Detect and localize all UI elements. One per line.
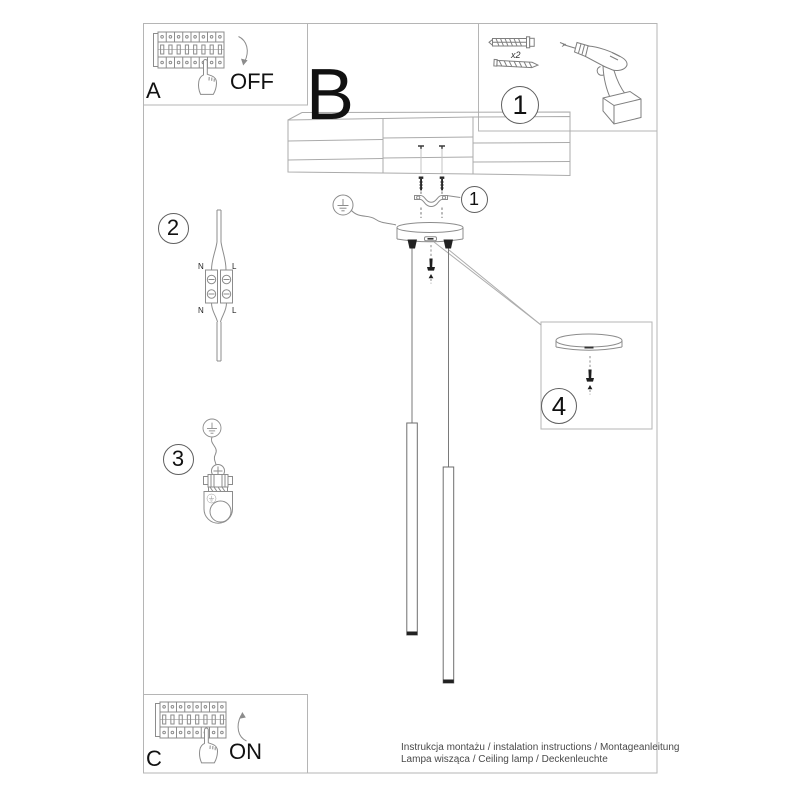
- step-4-badge: 4: [541, 388, 577, 424]
- pendant-tube-left: [407, 423, 418, 635]
- cord-grip-left: [408, 240, 418, 249]
- panel-c-label: C: [146, 746, 162, 771]
- callout-1-badge: 1: [461, 186, 488, 213]
- canopy-illustration: [397, 223, 541, 326]
- footer-title-line: Instrukcja montażu / instalation instructions / Montageanleitung: [401, 742, 680, 753]
- drill-icon: [560, 43, 641, 125]
- arrow-up-icon: [238, 712, 246, 741]
- pendant-lamp-illustration: [407, 249, 454, 684]
- earth-terminal-illustration: [203, 419, 233, 523]
- mounting-bracket: [415, 196, 461, 207]
- step-2-badge: 2: [158, 213, 189, 244]
- cord-grip-right: [444, 240, 454, 249]
- earth-symbol-icon: [333, 195, 396, 225]
- mounting-screws: [418, 146, 445, 218]
- wire-label-l-bottom: L: [232, 305, 237, 315]
- wire-label-n-bottom: N: [198, 305, 204, 315]
- step-1-badge: 1: [501, 86, 539, 124]
- wire-label-l-top: L: [232, 261, 237, 271]
- canopy-detail-illustration: [556, 334, 622, 395]
- page-border: [144, 24, 658, 774]
- arrow-down-icon: [239, 37, 248, 66]
- wall-plug-icon: [489, 37, 534, 48]
- quantity-label: x2: [511, 50, 521, 60]
- off-label: OFF: [230, 69, 274, 94]
- screw-icon: [494, 59, 538, 68]
- step-3-badge: 3: [163, 444, 194, 475]
- wire-label-n-top: N: [198, 261, 204, 271]
- footer-product-line: Lampa wisząca / Ceiling lamp / Deckenleuchte: [401, 753, 608, 765]
- panel-a-label: A: [146, 78, 161, 103]
- pendant-tube-right: [443, 467, 454, 683]
- on-label: ON: [229, 739, 262, 764]
- section-b-label: B: [306, 55, 355, 135]
- wiring-diagram: [206, 210, 233, 361]
- strain-relief-screw: [427, 245, 435, 284]
